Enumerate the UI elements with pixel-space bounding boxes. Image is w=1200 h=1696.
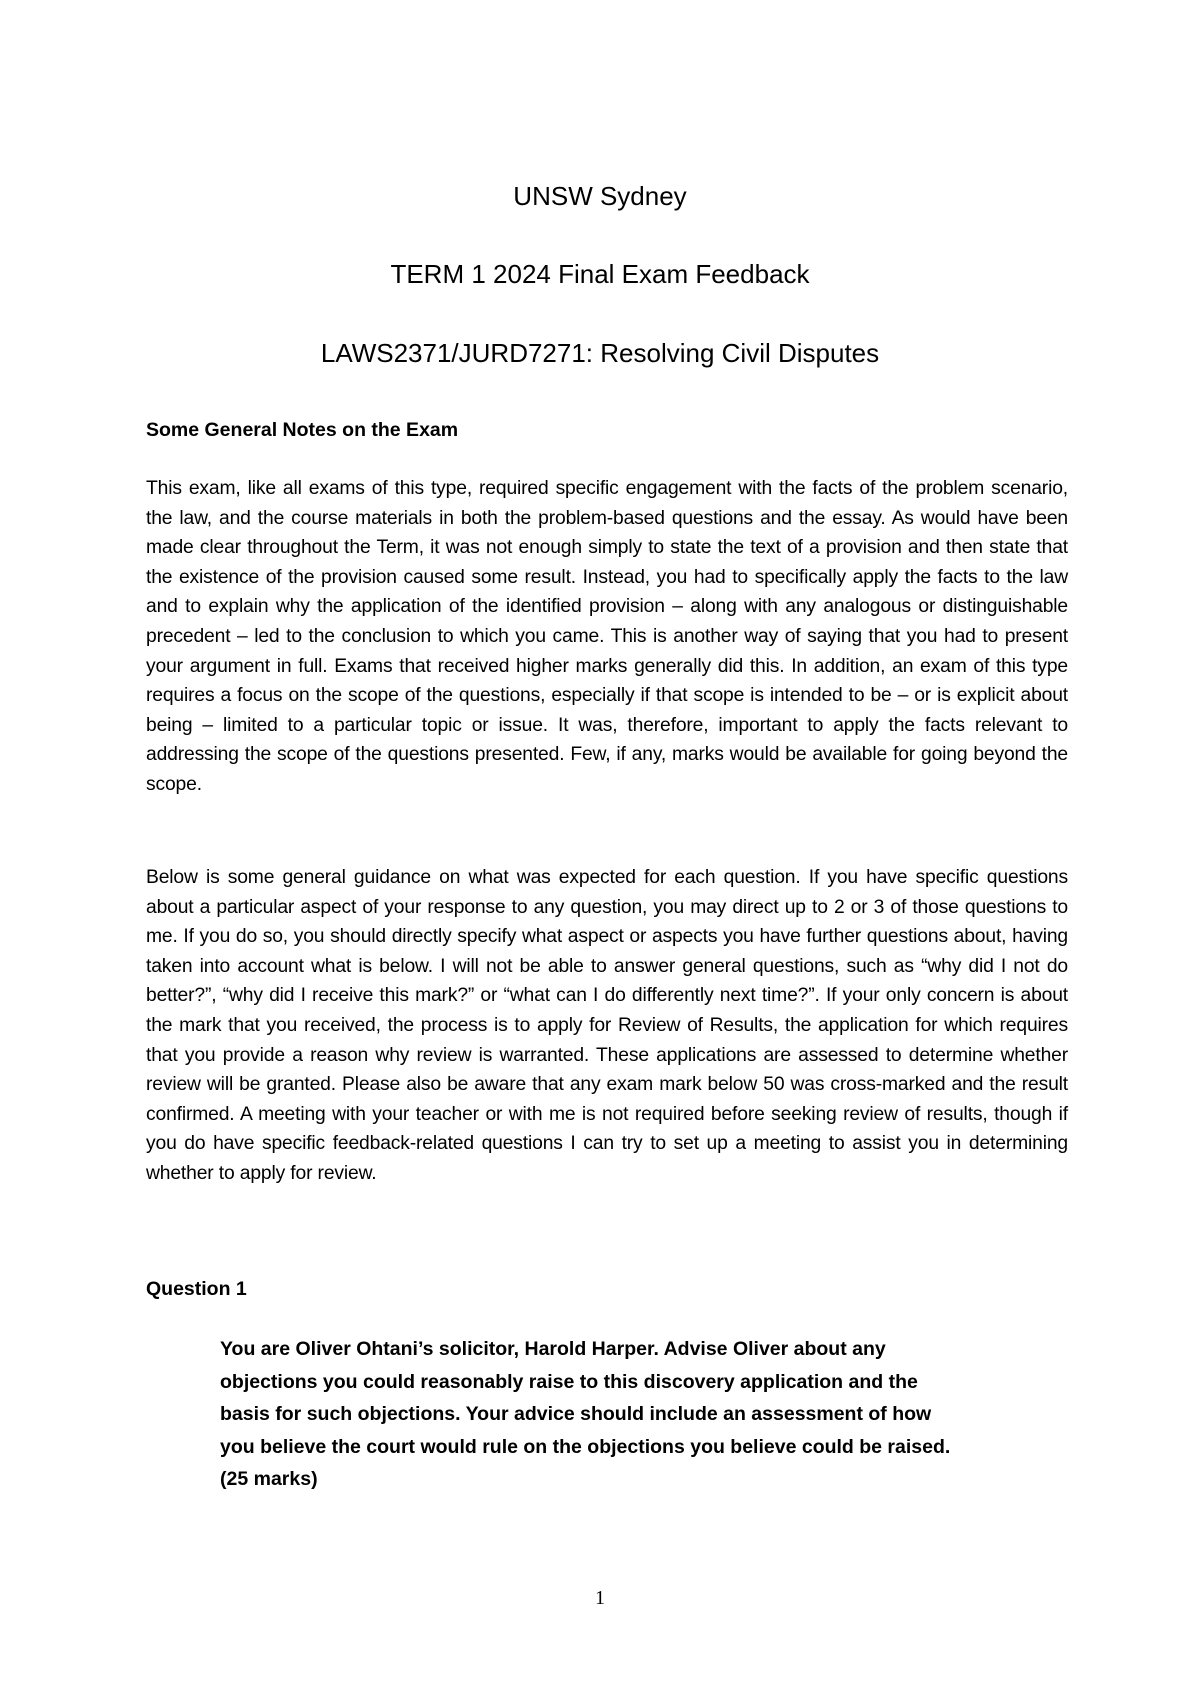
university-heading: UNSW Sydney [513, 181, 687, 211]
general-notes-paragraph-2: Below is some general guidance on what was expected for each question. If you have specific questions about a particular aspect of your response to any question, you may direct up to 2 or 3 of those questions to me. If you do so, you should directly specify what aspect or aspects you have further questions about, having taken into account what is below. I will not be able to answer general questions, such as “why did I not do better?”, “why did I receive this mark?” or “what can I do differently next time?”. If your only concern is about the mark that you received, the process is to apply for Review of Results, the application for which requires that you provide a reason why review is warranted. These applications are assessed to determine whether review will be granted. Please also be aware that any exam mark below 50 was cross-marked and the result confirmed. A meeting with your teacher or with me is not required before seeking review of results, though if you do have specific feedback-related questions I can try to set up a meeting to assist you in determining whether to apply for review. [146, 867, 1068, 1184]
general-notes-title: Some General Notes on the Exam [146, 419, 459, 441]
exam-feedback-heading: TERM 1 2024 Final Exam Feedback [390, 259, 810, 289]
general-notes-paragraph-1: This exam, like all exams of this type, required specific engagement with the facts of the problem scenario, the law, and the course materials in both the problem-based questions and the essay. As would have been made clear throughout the Term, it was not enough simply to state the text of a provision and then state that the existence of the provision caused some result. Instead, you had to specifically apply the facts to the law and to explain why the application of the identified provision – along with any analogous or distinguishable precedent – led to the conclusion to which you came. This is another way of saying that you had to present your argument in full. Exams that received higher marks generally did this. In addition, an exam of this type requires a focus on the scope of the questions, especially if that scope is intended to be – or is explicit about being – limited to a particular topic or issue. It was, therefore, important to apply the facts relevant to addressing the scope of the questions presented. Few, if any, marks would be available for going beyond the scope. [146, 478, 1068, 795]
page-number: 1 [595, 1587, 605, 1609]
question-1-title: Question 1 [146, 1278, 247, 1300]
course-title-heading: LAWS2371/JURD7271: Resolving Civil Disputes [320, 338, 880, 368]
question-1-text: You are Oliver Ohtani’s solicitor, Harold Harper. Advise Oliver about any objections you could reasonably raise to this discovery application and the basis for such objections. Your advice should include an assessment of how you believe the court would rule on the objections you believe could be raised. (25 marks) [220, 1338, 951, 1491]
